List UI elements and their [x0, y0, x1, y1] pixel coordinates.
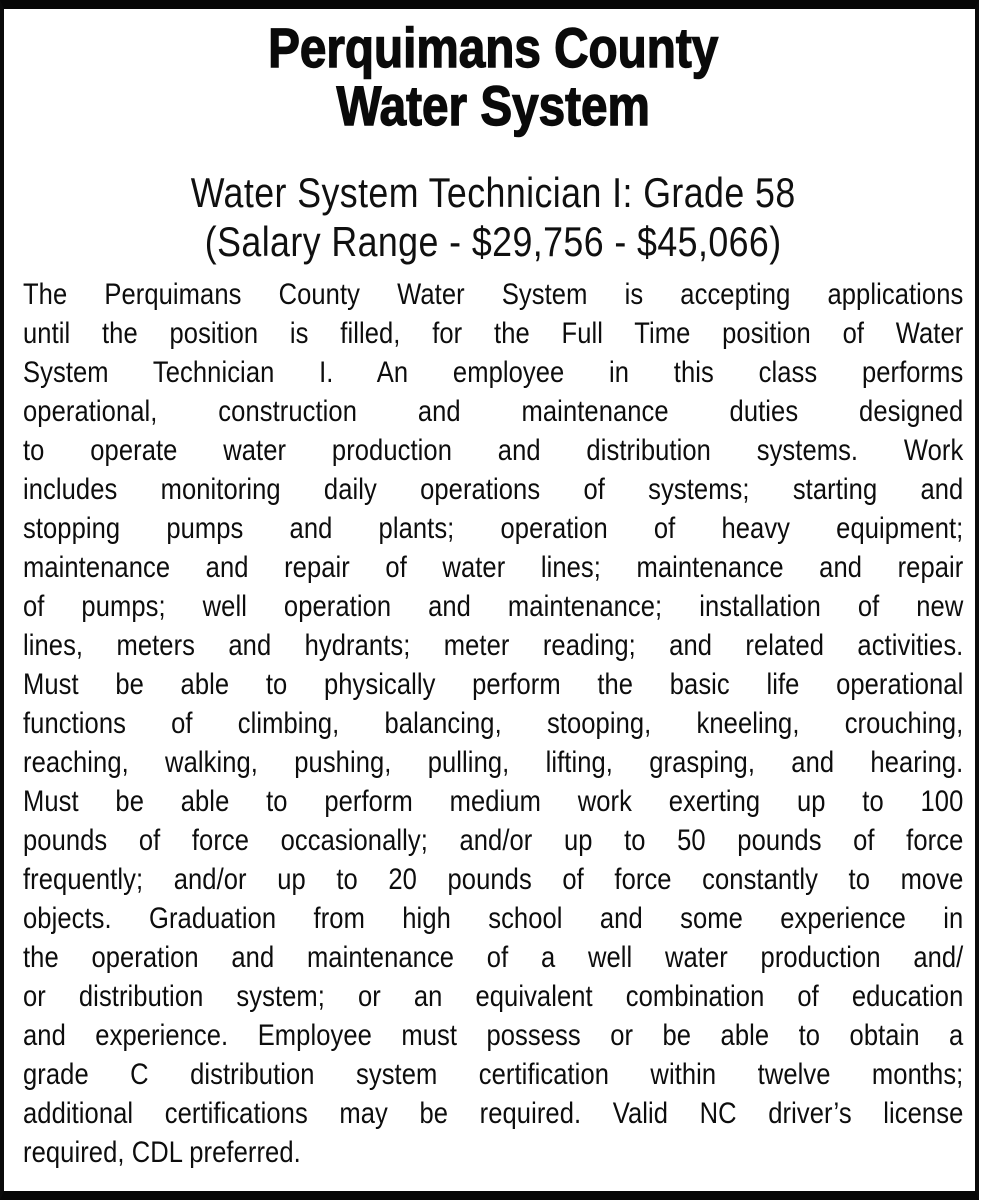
position-heading: [23, 168, 963, 266]
body-line: the operation and maintenance of a well water production and/: [23, 941, 964, 974]
body-line: includes monitoring daily operations of systems; starting and: [23, 473, 964, 506]
body-line: objects. Graduation from high school and some experience in: [23, 902, 964, 935]
ad-title-line1: Perquimans County: [268, 16, 719, 79]
position-title: Water System Technician I: Grade 58: [190, 169, 796, 216]
body-line: stopping pumps and plants; operation of heavy equipment;: [23, 512, 964, 545]
body-line: maintenance and repair of water lines; maintenance and repair: [23, 551, 964, 584]
job-description: [23, 275, 963, 1172]
body-line: of pumps; well operation and maintenance; installation of new: [23, 590, 964, 623]
body-line: until the position is filled, for the Full Time position of Water: [23, 317, 964, 350]
ad-content-column: [23, 16, 964, 1172]
body-line: lines, meters and hydrants; meter reading; and related activities.: [23, 629, 964, 662]
body-line: frequently; and/or up to 20 pounds of force constantly to move: [23, 863, 964, 896]
body-line: The Perquimans County Water System is accepting applications: [23, 278, 964, 311]
body-line: reaching, walking, pushing, pulling, lifting, grasping, and hearing.: [23, 746, 964, 779]
body-line: System Technician I. An employee in this class performs: [23, 356, 964, 389]
salary-range: (Salary Range - $29,756 - $45,066): [204, 218, 782, 265]
ad-title-line2: Water System: [336, 74, 650, 137]
body-line: Must be able to perform medium work exerting up to 100: [23, 785, 964, 818]
body-line: functions of climbing, balancing, stooping, kneeling, crouching,: [23, 707, 964, 740]
body-line: operational, construction and maintenance duties designed: [23, 395, 964, 428]
body-line: grade C distribution system certification within twelve months;: [23, 1058, 964, 1091]
body-line: Must be able to physically perform the basic life operational: [23, 668, 964, 701]
body-line: or distribution system; or an equivalent combination of education: [23, 980, 964, 1013]
ad-title: [23, 16, 963, 137]
body-line: required, CDL preferred.: [23, 1136, 301, 1169]
body-line: to operate water production and distribution systems. Work: [23, 434, 964, 467]
body-line: pounds of force occasionally; and/or up to 50 pounds of force: [23, 824, 964, 857]
body-line: additional certifications may be required. Valid NC driver’s license: [23, 1097, 964, 1130]
body-line: and experience. Employee must possess or be able to obtain a: [23, 1019, 964, 1052]
